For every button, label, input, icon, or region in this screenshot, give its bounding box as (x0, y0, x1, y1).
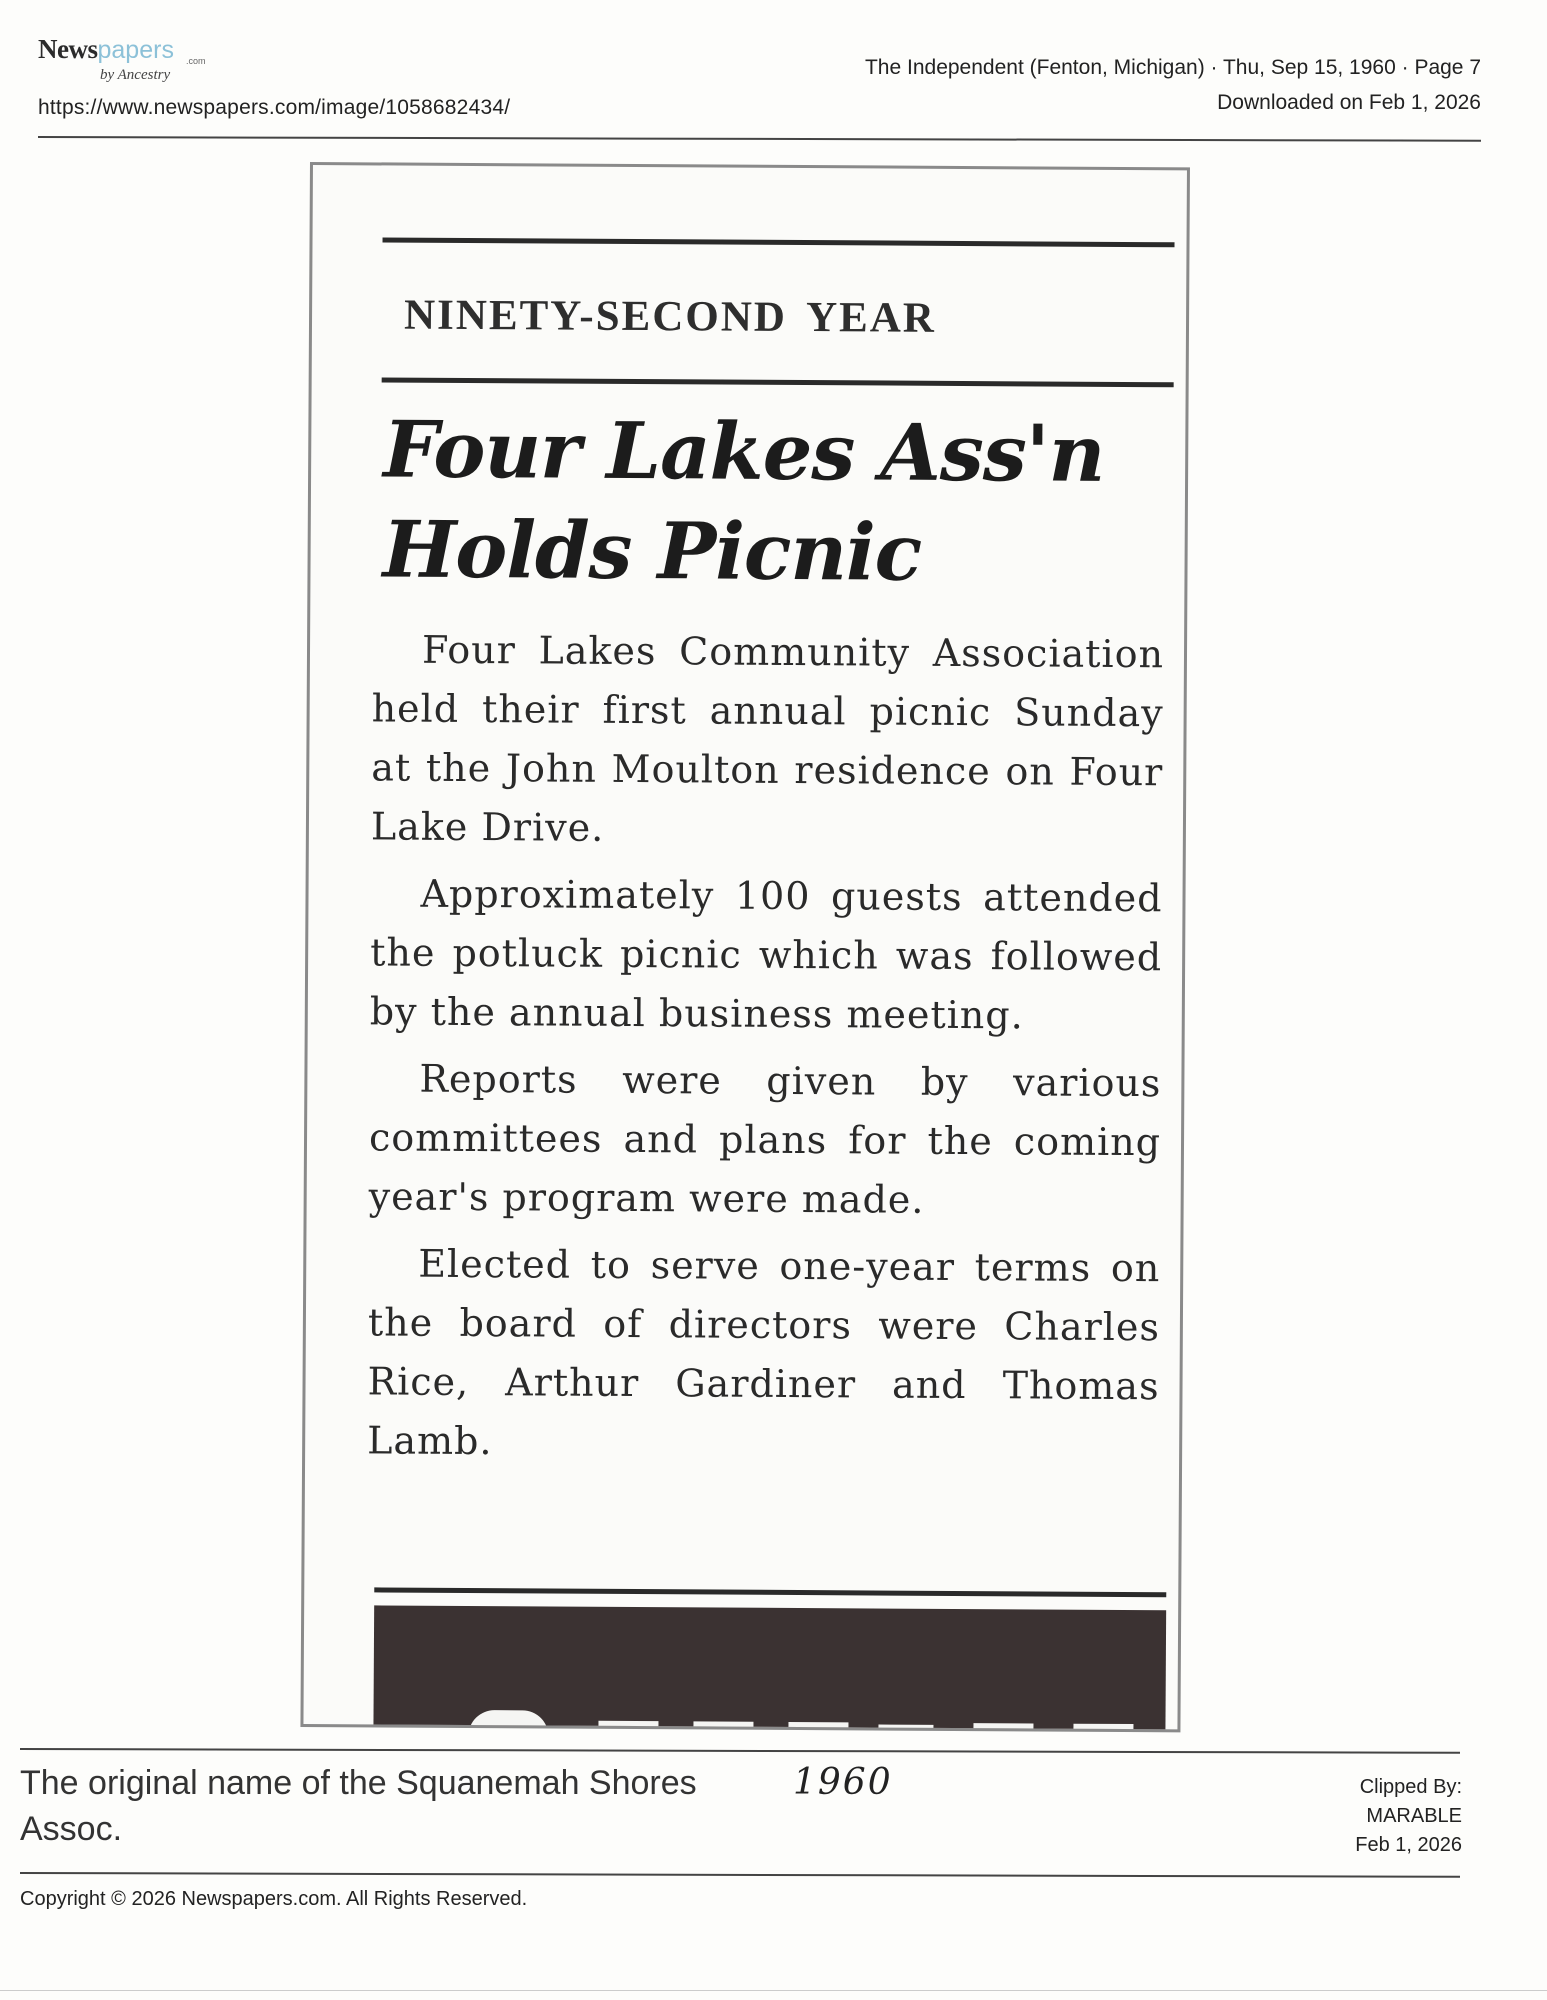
article-paragraph: Elected to serve one-year terms on the board of directors were Charles Rice, Arthur Gardiner and Thomas Lamb. (367, 1241, 1161, 1464)
strip-shape (788, 1722, 848, 1732)
article-body (367, 620, 1164, 1475)
article-paragraph: Reports were given by various committees and plans for the coming year's program were made. (368, 1056, 1162, 1222)
article-paragraph: Four Lakes Community Association held their first annual picnic Sunday at the John Moulton residence on Four Lake Drive. (370, 627, 1165, 850)
logo-news-text: News (38, 34, 98, 64)
clipped-date: Feb 1, 2026 (1355, 1834, 1462, 1856)
article-paragraph: Approximately 100 guests attended the potluck picnic which was followed by the annual business meeting. (369, 871, 1163, 1038)
clipped-by-user[interactable]: MARABLE (1366, 1805, 1462, 1827)
strip-shape (878, 1725, 933, 1733)
strip-shape (693, 1721, 753, 1732)
headline-line-1: Four Lakes Ass'n (382, 404, 1105, 500)
strip-shape (1073, 1724, 1133, 1733)
top-rule (383, 237, 1175, 247)
strip-shape (598, 1721, 658, 1733)
newspapers-logo[interactable] (38, 34, 238, 90)
section-title: NINETY-SECOND YEAR (403, 291, 937, 342)
page-edge (0, 1990, 1547, 1991)
footer-divider-top (20, 1748, 1460, 1754)
headline (382, 400, 1173, 605)
logo-com-text: .com (186, 56, 206, 66)
next-article-strip (373, 1605, 1166, 1732)
clip-note: The original name of the Squanemah Shores Assoc. (20, 1764, 697, 1848)
headline-line-2: Holds Picnic (382, 504, 922, 599)
bottom-rule (374, 1587, 1166, 1597)
logo-papers-text: papers (97, 36, 174, 64)
strip-shape (973, 1723, 1033, 1732)
copyright-notice: Copyright © 2026 Newspapers.com. All Rights Reserved. (20, 1888, 528, 1910)
downloaded-date: Downloaded on Feb 1, 2026 (1217, 91, 1481, 114)
logo-ancestry-text: by Ancestry (100, 67, 171, 83)
title-rule (382, 377, 1174, 387)
clipped-by-label: Clipped By: (1359, 1776, 1462, 1798)
header-divider (38, 136, 1481, 142)
newspaper-clipping (300, 162, 1190, 1732)
strip-shape (468, 1710, 548, 1732)
handwritten-year: 1960 (793, 1762, 893, 1803)
footer-divider-bottom (20, 1872, 1460, 1878)
source-url[interactable]: https://www.newspapers.com/image/1058682434/ (38, 96, 511, 119)
publication-line: The Independent (Fenton, Michigan) · Thu, Sep 15, 1960 · Page 7 (864, 56, 1481, 79)
